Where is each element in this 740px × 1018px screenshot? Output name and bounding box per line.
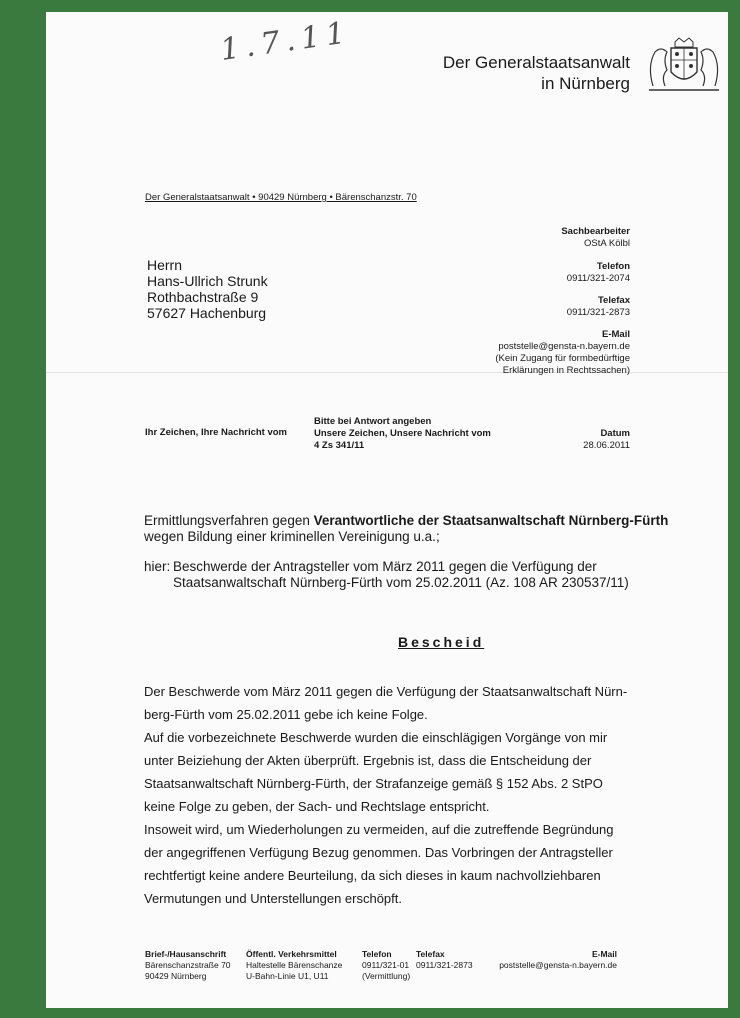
body-line: Insoweit wird, um Wiederholungen zu vermeiden, auf die zutreffende Begründung — [144, 822, 614, 837]
subject-line1 — [144, 513, 668, 529]
clerk-label: Sachbearbeiter — [561, 226, 630, 237]
our-ref-value: 4 Zs 341/11 — [314, 440, 365, 451]
decision-title: Bescheid — [398, 634, 485, 650]
your-ref-label: Ihr Zeichen, Ihre Nachricht vom — [145, 427, 288, 438]
clerk-value: OStA Kölbl — [584, 238, 630, 249]
footer-transit-label: Öffentl. Verkehrsmittel — [246, 949, 337, 959]
footer-phone-line1: 0911/321-01 — [362, 960, 410, 970]
date-label: Datum — [600, 428, 630, 439]
body-line: Der Beschwerde vom März 2011 gegen die Verfügung der Staatsanwaltschaft Nürn- — [144, 684, 628, 699]
subject-accused: Verantwortliche der Staatsanwaltschaft Nürnberg-Fürth — [313, 513, 669, 528]
footer-transit — [246, 949, 342, 982]
fax-value: 0911/321-2873 — [566, 307, 630, 318]
recipient-name: Hans-Ullrich Strunk — [147, 273, 268, 289]
authority-location: in Nürnberg — [541, 74, 630, 93]
footer-address-label: Brief-/Hausanschrift — [145, 949, 227, 959]
email-value: poststelle@gensta-n.bayern.de — [498, 341, 630, 352]
bavarian-coat-of-arms-icon — [641, 36, 727, 94]
footer-transit-line2: U-Bahn-Linie U1, U11 — [246, 971, 329, 981]
phone-label: Telefon — [596, 261, 630, 272]
body-line: keine Folge zu geben, der Sach- und Rechtslage entspricht. — [144, 799, 490, 814]
footer-phone-line2: (Vermittlung) — [362, 971, 411, 981]
email-note-line2: Erklärungen in Rechtssachen) — [502, 365, 630, 376]
email-note-line1: (Kein Zugang für formbedürftige — [495, 353, 630, 364]
body-line: Auf die vorbezeichnete Beschwerde wurden die einschlägigen Vorgänge von mir — [144, 730, 608, 745]
body-line: berg-Fürth vom 25.02.2011 gebe ich keine Folge. — [144, 707, 428, 722]
footer-transit-line1: Haltestelle Bärenschanze — [246, 960, 343, 970]
body-line: rechtfertigt keine andere Beurteilung, da sich dieses in kaum nachvollziehbaren — [144, 868, 601, 883]
phone-value: 0911/321-2074 — [566, 273, 630, 284]
body-line: Vermutungen und Unterstellungen erschöpft. — [144, 891, 403, 906]
here-label: hier: — [144, 559, 171, 574]
body-line: Staatsanwaltschaft Nürnberg-Fürth, der Strafanzeige gemäß § 152 Abs. 2 StPO — [144, 776, 603, 791]
footer-fax-label: Telefax — [416, 949, 445, 959]
handwritten-date: 1.7.11 — [218, 15, 354, 68]
decision-body — [144, 680, 627, 910]
recipient-street: Rothbachstraße 9 — [147, 289, 259, 305]
footer-address-line1: Bärenschanzstraße 70 — [145, 960, 231, 970]
footer-address-line2: 90429 Nürnberg — [145, 971, 207, 981]
footer-phone — [362, 949, 410, 982]
subject-prefix: Ermittlungsverfahren gegen — [144, 513, 314, 528]
footer-email-line1: poststelle@gensta-n.bayern.de — [499, 960, 617, 970]
body-line: unter Beiziehung der Akten überprüft. Ergebnis ist, dass die Entscheidung der — [144, 753, 592, 768]
footer-email-label: E-Mail — [591, 949, 617, 959]
please-cite-label: Bitte bei Antwort angeben — [314, 416, 432, 427]
recipient-salutation: Herrn — [147, 257, 183, 273]
here-line1: Beschwerde der Antragsteller vom März 2011 gegen die Verfügung der — [173, 559, 597, 574]
our-ref-label: Unsere Zeichen, Unsere Nachricht vom — [314, 428, 491, 439]
footer-phone-label: Telefon — [362, 949, 392, 959]
footer-fax-line1: 0911/321-2873 — [416, 960, 473, 970]
authority-name: Der Generalstaatsanwalt — [442, 53, 630, 72]
footer-address — [145, 949, 231, 982]
sender-return-address: Der Generalstaatsanwalt • 90429 Nürnberg • Bärenschanzstr. 70 — [145, 192, 417, 203]
footer-fax — [416, 949, 473, 971]
footer-email — [497, 949, 617, 971]
email-label: E-Mail — [602, 329, 630, 340]
recipient-city: 57627 Hachenburg — [147, 305, 267, 321]
subject-line2: wegen Bildung einer kriminellen Vereinigung u.a.; — [144, 529, 440, 544]
body-line: der angegriffenen Verfügung Bezug genommen. Das Vorbringen der Antragsteller — [144, 845, 613, 860]
fax-label: Telefax — [597, 295, 630, 306]
date-value: 28.06.2011 — [583, 440, 630, 451]
here-line2: Staatsanwaltschaft Nürnberg-Fürth vom 25.02.2011 (Az. 108 AR 230537/11) — [173, 575, 629, 590]
